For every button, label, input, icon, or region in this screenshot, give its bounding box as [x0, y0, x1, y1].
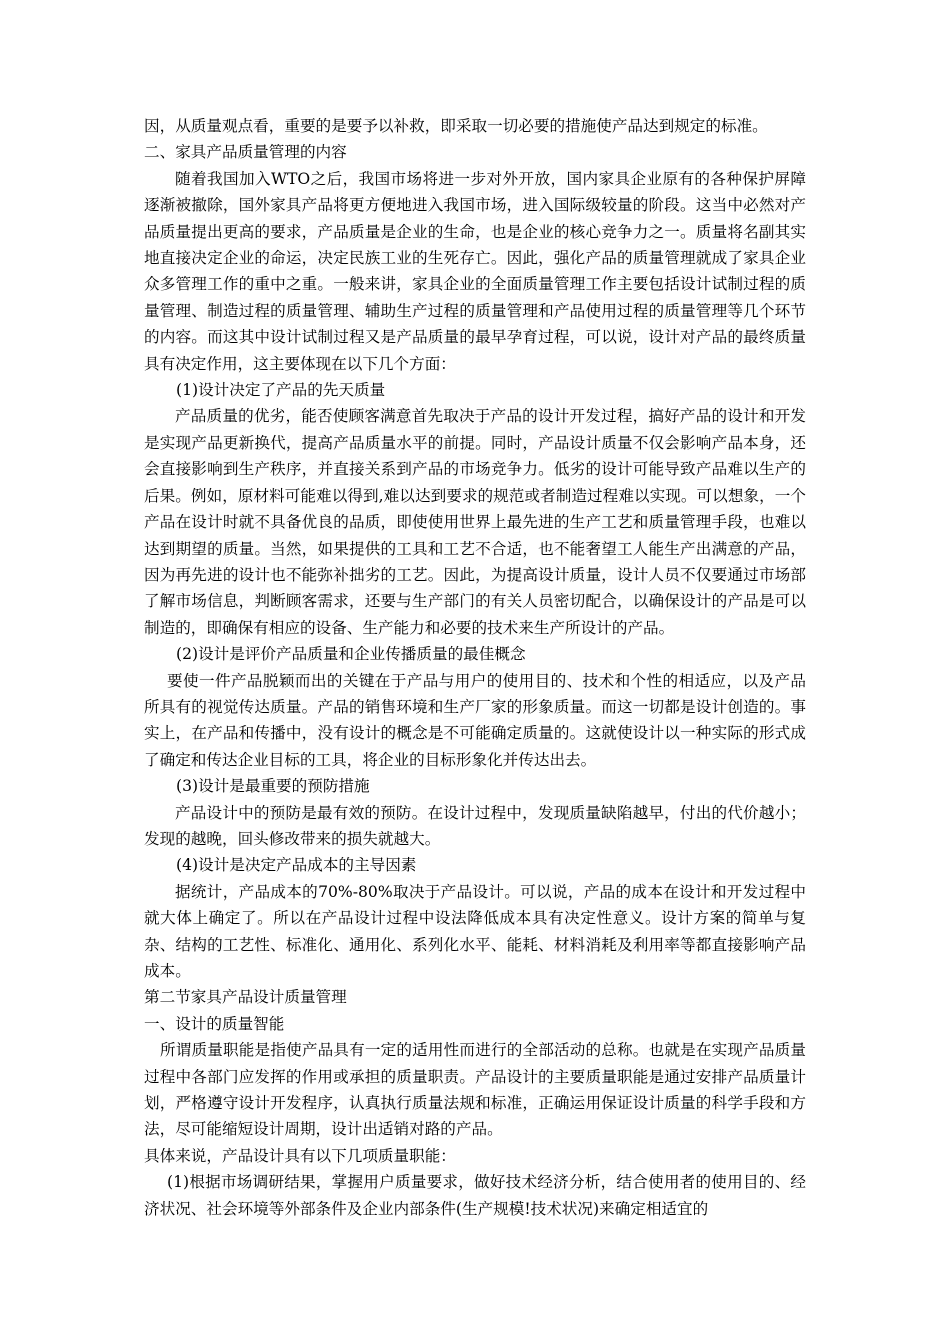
document-body: [144, 113, 806, 1222]
subheading-design-evaluation-concept: (2)设计是评价产品质量和企业传播质量的最佳概念: [176, 645, 526, 664]
paragraph-continuation: 因，从质量观点看，重要的是要予以补救，即采取一切必要的措施使产品达到规定的标准。: [144, 117, 768, 135]
subheading-design-cost: (4)设计是决定产品成本的主导因素: [176, 856, 417, 875]
paragraph-design-innate-quality: 产品质量的优劣，能否使顾客满意首先取决于产品的设计开发过程，搞好产品的设计和开发是实现产品更新换代，提高产品质量水平的前提。同时，产品设计质量不仅会影响产品本身，还会直接影响到生产秩序，并直接关系到产品的市场竞争力。低劣的设计可能导致产品难以生产的后果。例如，原材料可能难以得到,难以达到要求的规范或者制造过程难以实现。可以想象，一个产品在设计时就不具备优良的品质，即使使用世界上最先进的生产工艺和质量管理手段，也难以达到期望的质量。当然，如果提供的工具和工艺不合适，也不能奢望工人能生产出满意的产品，因为再先进的设计也不能弥补拙劣的工艺。因此，为提高设计质量，设计人员不仅要通过市场部了解市场信息，判断顾客需求，还要与生产部门的有关人员密切配合，以确保设计的产品是可以制造的，即确保有相应的设备、生产能力和必要的技术来生产所设计的产品。: [144, 407, 806, 637]
paragraph-function-item-1: (1)根据市场调研结果，掌握用户质量要求，做好技术经济分析，结合使用者的使用目的、经济状况、社会环境等外部条件及企业内部条件(生产规模!技术状况)来确定相适宜的: [144, 1173, 806, 1218]
section-heading-design-quality-function: 一、设计的质量智能: [144, 1014, 285, 1033]
section-heading-design-quality-management: 第二节家具产品设计质量管理: [144, 988, 347, 1007]
paragraph-quality-function-definition: 所谓质量职能是指使产品具有一定的适用性而进行的全部活动的总称。也就是在实现产品质量过程中各部门应发挥的作用或承担的质量职责。产品设计的主要质量职能是通过安排产品质量计划，严格遵守设计开发程序，认真执行质量法规和标准，正确运用保证设计质量的科学手段和方法，尽可能缩短设计周期，设计出适销对路的产品。: [144, 1041, 806, 1139]
paragraph-design-evaluation-concept: 要使一件产品脱颖而出的关键在于产品与用户的使用目的、技术和个性的相适应，以及产品所具有的视觉传达质量。产品的销售环境和生产厂家的形象质量。而这一切都是设计创造的。事实上，在产品和传播中，没有设计的概念是不可能确定质量的。这就使设计以一种实际的形式成了确定和传达企业目标的工具，将企业的目标形象化并传达出去。: [144, 671, 806, 769]
section-heading-quality-management-content: 二、家具产品质量管理的内容: [144, 143, 347, 162]
paragraph-function-intro: 具体来说，产品设计具有以下几项质量职能：: [144, 1146, 456, 1165]
subheading-design-innate-quality: (1)设计决定了产品的先天质量: [176, 381, 386, 400]
paragraph-design-cost: 据统计，产品成本的70%-80%取决于产品设计。可以说，产品的成本在设计和开发过程中就大体上确定了。所以在产品设计过程中设法降低成本具有决定性意义。设计方案的简单与复杂、结构的工艺性、标准化、通用化、系列化水平、能耗、材料消耗及利用率等都直接影响产品成本。: [144, 882, 806, 980]
paragraph-wto-quality: 随着我国加入WTO之后，我国市场将进一步对外开放，国内家具企业原有的各种保护屏障逐渐被撤除，国外家具产品将更方便地进入我国市场，进入国际级较量的阶段。这当中必然对产品质量提出更高的要求，产品质量是企业的生命，也是企业的核心竞争力之一。质量将名副其实地直接决定企业的命运，决定民族工业的生死存亡。因此，强化产品的质量管理就成了家具企业众多管理工作的重中之重。一般来讲，家具企业的全面质量管理工作主要包括设计试制过程的质量管理、制造过程的质量管理、辅助生产过程的质量管理和产品使用过程的质量管理等几个环节的内容。而这其中设计试制过程又是产品质量的最早孕育过程，可以说，设计对产品的最终质量具有决定作用，这主要体现在以下几个方面：: [144, 169, 806, 373]
paragraph-design-prevention: 产品设计中的预防是最有效的预防。在设计过程中，发现质量缺陷越早，付出的代价越小；发现的越晚，回头修改带来的损失就越大。: [144, 803, 806, 848]
subheading-design-prevention: (3)设计是最重要的预防措施: [176, 777, 370, 796]
